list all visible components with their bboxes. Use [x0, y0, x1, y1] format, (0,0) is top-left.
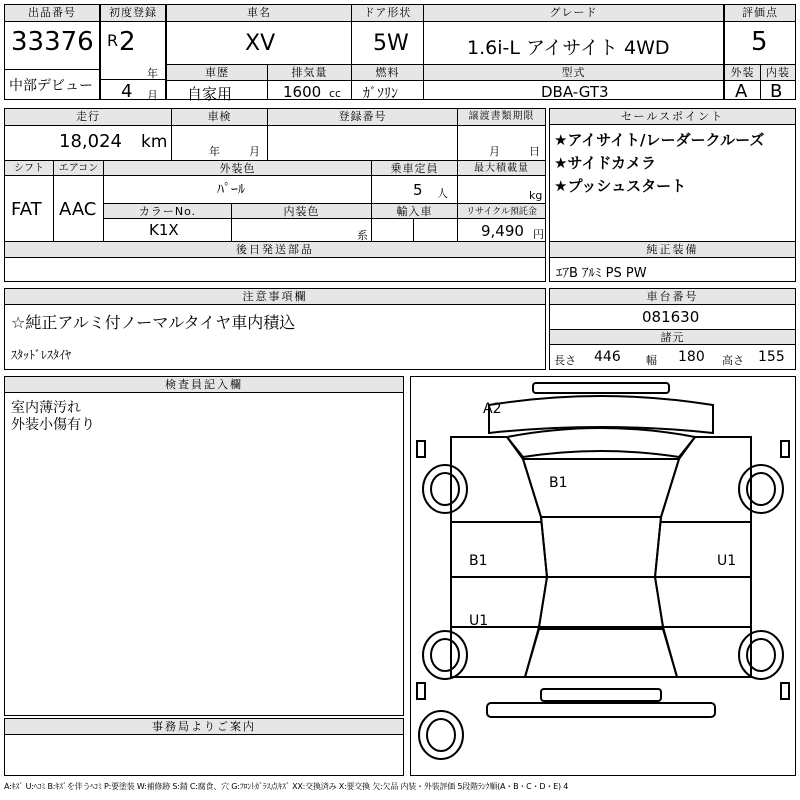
equipment-box: [549, 241, 796, 282]
interior-color-label: 内装色: [231, 203, 371, 219]
notes-line-2: ｽﾀｯﾄﾞﾚｽﾀｲﾔ: [11, 348, 72, 362]
recycle-label: リサイクル預託金: [457, 203, 545, 219]
inspector-label: 検査員記入欄: [5, 377, 403, 393]
mark-u1-right: U1: [717, 553, 737, 569]
first-reg-label: 初度登録: [101, 5, 165, 22]
sales-points-box: [549, 108, 796, 242]
height: 155: [758, 349, 785, 365]
recycle: 9,490: [481, 222, 524, 240]
venue: 中部デビュー: [9, 78, 93, 94]
later-parts-box: [4, 241, 546, 282]
color-no-label: カラーNo.: [103, 203, 231, 219]
chassis-label: 車台番号: [550, 289, 795, 305]
insp-month-unit: 月: [249, 145, 260, 158]
lot-label: 出品番号: [5, 5, 99, 22]
details-box: [4, 108, 546, 242]
mark-a2: A2: [483, 401, 502, 417]
dims-label: 諸元: [550, 329, 795, 345]
displacement-label: 排気量: [267, 64, 351, 81]
recycle-unit: 円: [533, 228, 544, 241]
mark-b1-left: B1: [469, 553, 488, 569]
mileage-unit: km: [141, 132, 168, 152]
main-info-box: [166, 4, 724, 103]
history-label: 車歴: [167, 64, 267, 81]
year-unit: 年: [147, 67, 158, 80]
fuel: ｶﾞｿﾘﾝ: [363, 86, 398, 102]
later-parts-label: 後日発送部品: [5, 242, 545, 258]
windshield: [507, 428, 695, 457]
rear-glass: [525, 629, 677, 677]
displacement-unit: cc: [329, 87, 342, 100]
color-no: K1X: [149, 221, 179, 239]
lot-box: [4, 4, 100, 100]
doors-label: ドア形状: [351, 5, 423, 22]
mileage-label: 走行: [5, 109, 171, 126]
displacement: 1600: [283, 83, 322, 101]
color: ﾊﾟｰﾙ: [217, 182, 245, 198]
capacity-unit: 人: [437, 187, 448, 200]
roof: [541, 517, 661, 577]
inspector-line-2: 外装小傷有り: [11, 417, 95, 433]
office-label: 事務局よりご案内: [5, 719, 403, 735]
type-code: DBA-GT3: [541, 83, 609, 101]
capacity-label: 乗車定員: [371, 160, 457, 176]
ac: AAC: [59, 199, 97, 220]
inspector-box: [4, 376, 404, 716]
car-diagram-svg: [411, 377, 795, 775]
inspection-label: 車検: [171, 109, 267, 126]
month-unit: 月: [147, 89, 158, 102]
exterior-label: 外装: [725, 64, 760, 81]
front-bumper-strip: [533, 383, 669, 393]
fuel-label: 燃料: [351, 64, 423, 81]
import-label: 輸入車: [371, 203, 457, 219]
chassis-box: [549, 288, 796, 370]
rear-bumper: [487, 703, 715, 717]
chassis-number: 081630: [642, 308, 700, 326]
reg-year: 2: [119, 27, 136, 57]
model: XV: [245, 31, 276, 56]
height-label: 高さ: [722, 354, 744, 367]
model-label: 車名: [167, 5, 351, 22]
ac-label: エアコン: [53, 160, 103, 176]
sales-points-label: セールスポイント: [550, 109, 795, 125]
notes-label: 注意事項欄: [5, 289, 545, 305]
legend: A:ｷｽﾞ U:ﾍｺﾐ B:ｷｽﾞを伴うﾍｺﾐ P:要塗装 W:補修跡 S:錆 C:腐食、穴 G:ﾌﾛﾝﾄｶﾞﾗｽ点ｷｽﾞ XX:交換済み X:要交換 欠:欠品 内装・外装評価 5段階ﾗﾝｸ順(A・B・C・D・E) 4: [4, 782, 569, 791]
notes-line-1: ☆純正アルミ付ノーマルタイヤ車内積込: [11, 313, 296, 332]
sales-point-2: ★サイドカメラ: [554, 154, 656, 172]
type-label: 型式: [423, 64, 723, 81]
right-side-panel: [655, 437, 751, 677]
mileage: 18,024: [59, 131, 122, 152]
width: 180: [678, 349, 705, 365]
exterior-grade: A: [735, 81, 748, 102]
inspector-line-1: 室内薄汚れ: [11, 400, 81, 416]
lot-number: 33376: [11, 27, 94, 57]
hood: [523, 459, 679, 517]
interior-color-unit: 系: [357, 229, 368, 242]
width-label: 幅: [646, 354, 657, 367]
score: 5: [751, 27, 768, 57]
interior-grade: B: [770, 81, 783, 102]
first-registration-box: [100, 4, 166, 100]
mark-b1-hood: B1: [549, 475, 568, 491]
grade-label: グレード: [423, 5, 723, 22]
doors: 5W: [373, 31, 409, 56]
shift-label: シフト: [5, 160, 53, 176]
left-side-panel: [451, 437, 547, 677]
history: 自家用: [187, 85, 233, 103]
load-unit: kg: [529, 189, 543, 202]
transfer-label: 譲渡書類期限: [457, 109, 545, 126]
transfer-month-unit: 月: [489, 145, 500, 158]
roof-rear: [539, 577, 663, 627]
era: R: [107, 31, 119, 50]
car-diagram: [410, 376, 796, 776]
capacity: 5: [413, 181, 423, 199]
color-label: 外装色: [103, 160, 371, 176]
shift: FAT: [11, 199, 42, 220]
length-label: 長さ: [554, 354, 576, 367]
equipment-value: ｴｱB ｱﾙﾐ PS PW: [556, 266, 647, 281]
equipment-label: 純正装備: [550, 242, 795, 258]
grade: 1.6i-L アイサイト 4WD: [467, 37, 670, 59]
sales-point-1: ★アイサイト/レーダークルーズ: [554, 131, 765, 149]
notes-box: [4, 288, 546, 370]
rear-bumper-top: [541, 689, 661, 701]
score-label: 評価点: [725, 5, 795, 22]
reg-month: 4: [121, 81, 133, 102]
interior-label: 内装: [760, 64, 795, 81]
transfer-day-unit: 日: [529, 145, 540, 158]
length: 446: [594, 349, 621, 365]
reg-no-label: 登録番号: [267, 109, 457, 126]
sales-point-3: ★プッシュスタート: [554, 177, 687, 195]
score-box: [724, 4, 796, 100]
office-box: [4, 718, 404, 776]
load-label: 最大積載量: [457, 160, 545, 176]
mark-u1-left: U1: [469, 613, 489, 629]
insp-year-unit: 年: [209, 145, 220, 158]
